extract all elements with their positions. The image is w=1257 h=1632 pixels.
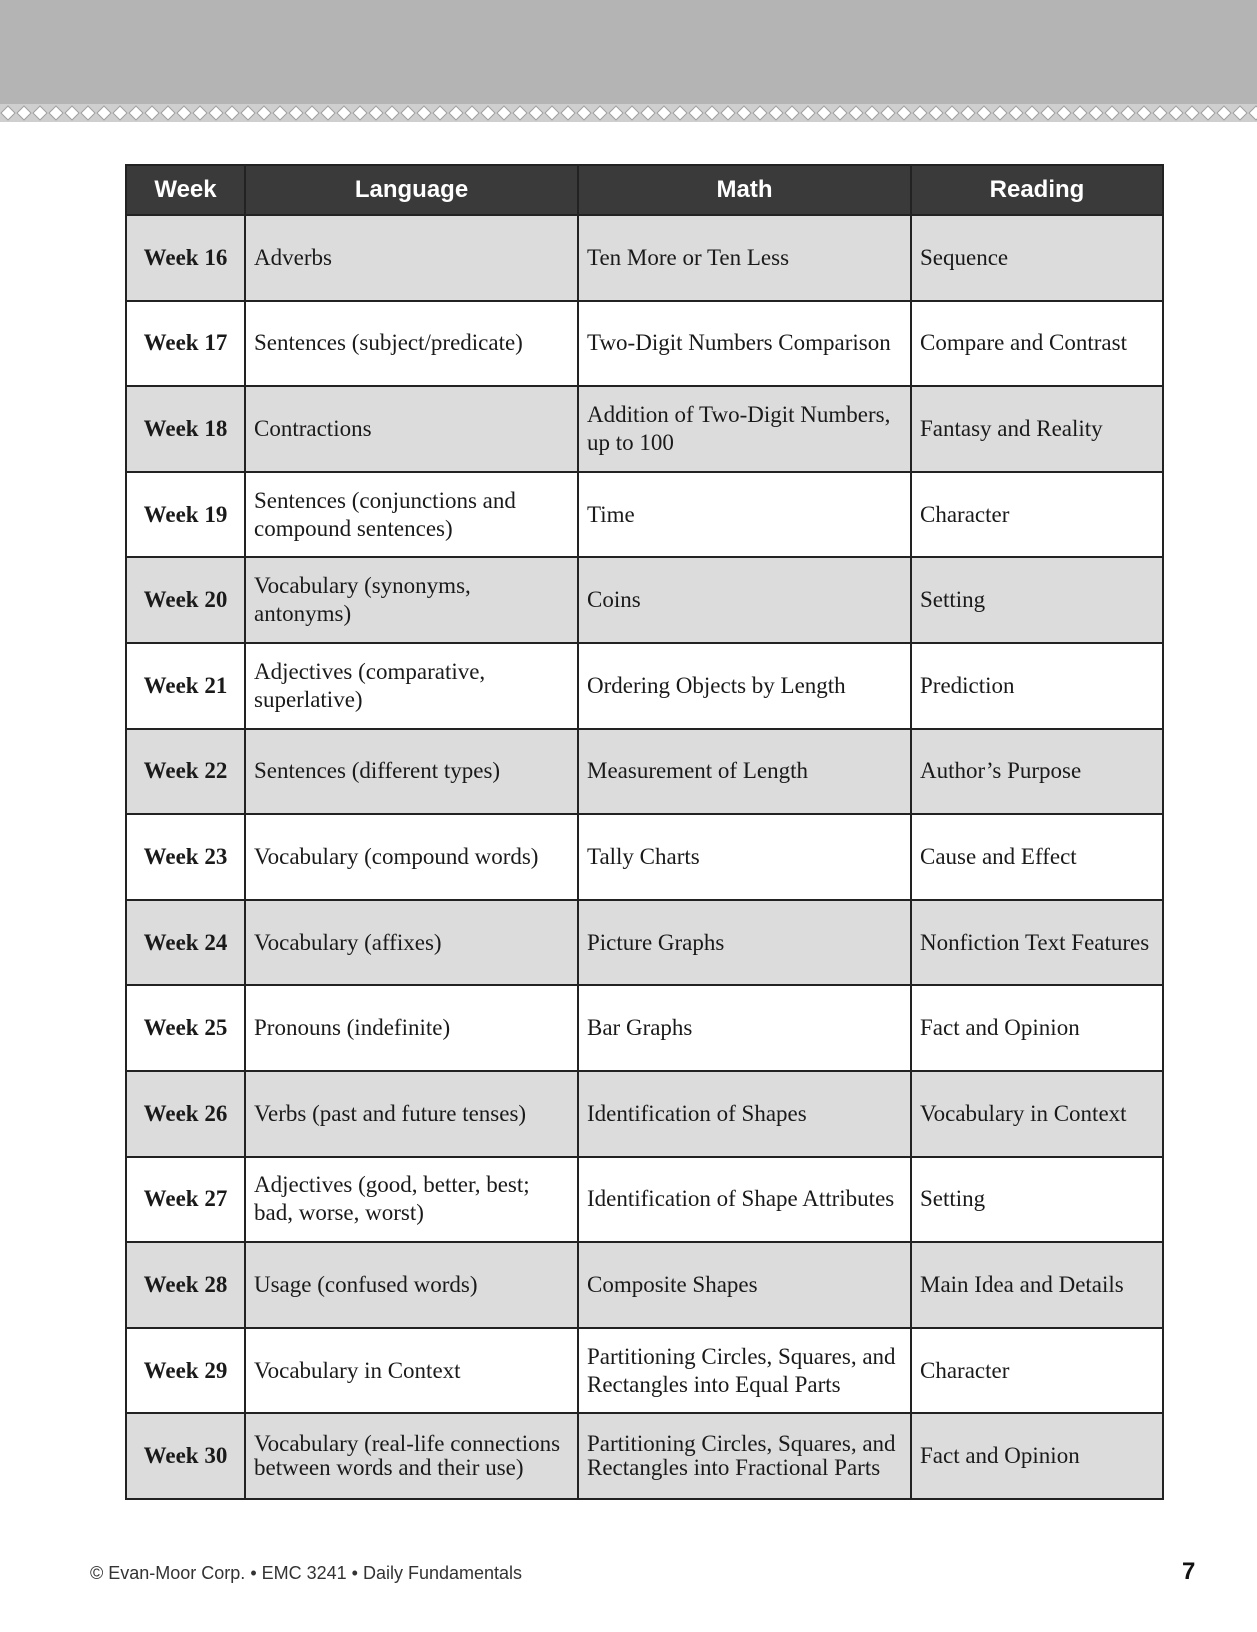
language-cell: Vocabulary (compound words) [245,814,578,900]
header-week: Week [126,165,245,215]
table-row [126,1413,1163,1499]
week-cell: Week 17 [126,301,245,387]
math-cell: Two-Digit Numbers Comparison [578,301,911,387]
week-cell: Week 30 [126,1413,245,1499]
reading-cell: Cause and Effect [911,814,1163,900]
header-reading: Reading [911,165,1163,215]
table-header-row [126,165,1163,215]
copyright-footer: © Evan-Moor Corp. • EMC 3241 • Daily Fundamentals [90,1563,523,1583]
language-cell: Contractions [245,386,578,472]
weekly-schedule-table [125,164,1164,1500]
reading-cell: Main Idea and Details [911,1242,1163,1328]
table-row [126,900,1163,986]
math-cell: Coins [578,557,911,643]
week-cell: Week 24 [126,900,245,986]
math-cell: Time [578,472,911,558]
reading-cell: Author’s Purpose [911,729,1163,815]
week-cell: Week 20 [126,557,245,643]
language-cell: Adverbs [245,215,578,301]
math-cell: Partitioning Circles, Squares, and Rectangles into Fractional Parts [578,1413,911,1499]
decorative-border [0,104,1257,122]
header-language: Language [245,165,578,215]
language-cell: Adjectives (good, better, best; bad, worse, worst) [245,1157,578,1243]
page-number: 7 [1182,1558,1196,1585]
math-cell: Picture Graphs [578,900,911,986]
math-cell: Ten More or Ten Less [578,215,911,301]
language-cell: Vocabulary (affixes) [245,900,578,986]
week-cell: Week 28 [126,1242,245,1328]
table-row [126,301,1163,387]
language-cell: Sentences (different types) [245,729,578,815]
language-cell: Vocabulary (synonyms, antonyms) [245,557,578,643]
math-cell: Identification of Shape Attributes [578,1157,911,1243]
table-row [126,557,1163,643]
table-row [126,1328,1163,1414]
reading-cell: Fact and Opinion [911,985,1163,1071]
week-cell: Week 26 [126,1071,245,1157]
table-row [126,643,1163,729]
table-row [126,729,1163,815]
table-row [126,985,1163,1071]
week-cell: Week 23 [126,814,245,900]
reading-cell: Fantasy and Reality [911,386,1163,472]
table-row [126,1242,1163,1328]
math-cell: Ordering Objects by Length [578,643,911,729]
math-cell: Bar Graphs [578,985,911,1071]
table-row [126,472,1163,558]
week-cell: Week 27 [126,1157,245,1243]
table-row [126,1157,1163,1243]
language-cell: Adjectives (comparative, superlative) [245,643,578,729]
reading-cell: Prediction [911,643,1163,729]
math-cell: Addition of Two-Digit Numbers, up to 100 [578,386,911,472]
language-cell: Sentences (subject/predicate) [245,301,578,387]
math-cell: Partitioning Circles, Squares, and Rectangles into Equal Parts [578,1328,911,1414]
language-cell: Verbs (past and future tenses) [245,1071,578,1157]
math-cell: Identification of Shapes [578,1071,911,1157]
week-cell: Week 29 [126,1328,245,1414]
top-banner [0,0,1257,104]
language-cell: Usage (confused words) [245,1242,578,1328]
week-cell: Week 18 [126,386,245,472]
language-cell: Vocabulary in Context [245,1328,578,1414]
math-cell: Composite Shapes [578,1242,911,1328]
reading-cell: Setting [911,1157,1163,1243]
reading-cell: Compare and Contrast [911,301,1163,387]
table-row [126,814,1163,900]
language-cell: Vocabulary (real-life connections between words and their use) [245,1413,578,1499]
week-cell: Week 16 [126,215,245,301]
week-cell: Week 19 [126,472,245,558]
table-row [126,386,1163,472]
reading-cell: Nonfiction Text Features [911,900,1163,986]
reading-cell: Fact and Opinion [911,1413,1163,1499]
reading-cell: Character [911,1328,1163,1414]
math-cell: Measurement of Length [578,729,911,815]
week-cell: Week 21 [126,643,245,729]
header-math: Math [578,165,911,215]
language-cell: Sentences (conjunctions and compound sentences) [245,472,578,558]
math-cell: Tally Charts [578,814,911,900]
reading-cell: Vocabulary in Context [911,1071,1163,1157]
language-cell: Pronouns (indefinite) [245,985,578,1071]
reading-cell: Setting [911,557,1163,643]
reading-cell: Sequence [911,215,1163,301]
reading-cell: Character [911,472,1163,558]
week-cell: Week 22 [126,729,245,815]
table-row [126,215,1163,301]
table-row [126,1071,1163,1157]
week-cell: Week 25 [126,985,245,1071]
